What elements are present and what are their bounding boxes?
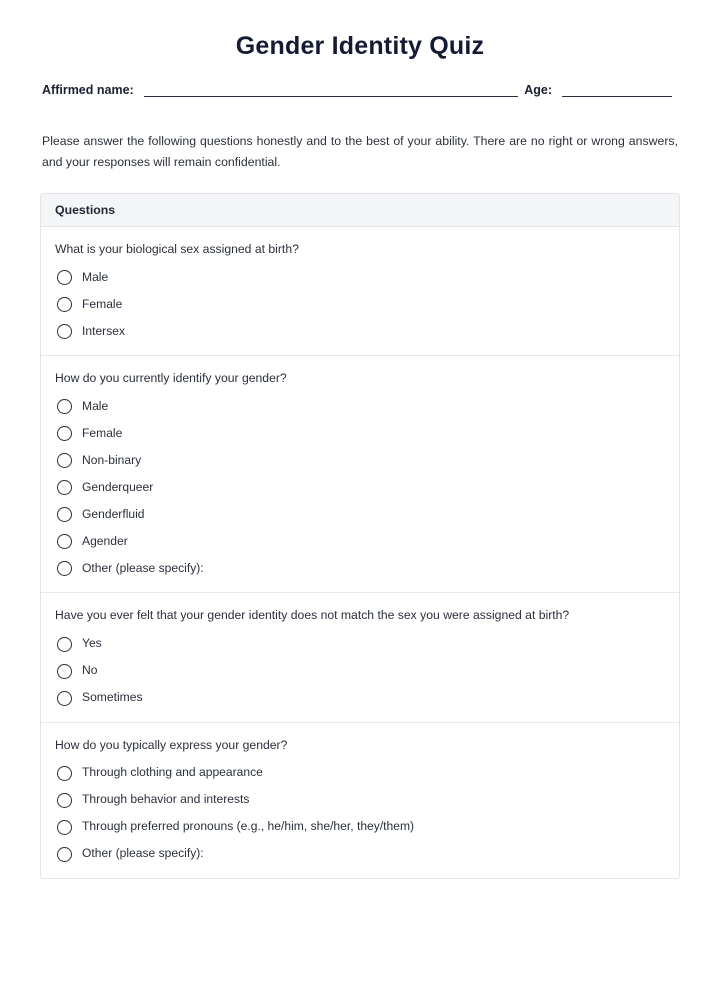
list-item[interactable] <box>57 478 665 497</box>
option-label: Male <box>82 270 109 284</box>
affirmed-name-input[interactable] <box>144 84 519 97</box>
questions-panel <box>40 193 680 878</box>
questions-section-header: Questions <box>41 194 679 227</box>
list-item[interactable] <box>57 322 665 341</box>
age-input[interactable] <box>562 84 672 97</box>
option-label: Agender <box>82 534 128 549</box>
list-item[interactable] <box>57 845 665 864</box>
list-item[interactable] <box>57 505 665 524</box>
option-label: Sometimes <box>82 690 143 705</box>
radio-icon[interactable] <box>57 453 72 468</box>
radio-icon[interactable] <box>57 766 72 781</box>
option-label: Yes <box>82 636 102 651</box>
list-item[interactable] <box>57 635 665 654</box>
option-label: Other (please specify): <box>82 846 204 861</box>
list-item[interactable] <box>57 268 665 287</box>
option-label: Through preferred pronouns (e.g., he/him, she/her, they/them) <box>82 819 415 834</box>
list-item[interactable] <box>57 424 665 443</box>
radio-icon[interactable] <box>57 297 72 312</box>
radio-icon[interactable] <box>57 664 72 679</box>
list-item[interactable] <box>57 689 665 708</box>
option-label: Female <box>82 426 123 441</box>
question-text: How do you currently identify your gender? <box>55 371 287 386</box>
radio-icon[interactable] <box>57 534 72 549</box>
age-label: Age: <box>524 83 552 97</box>
radio-icon[interactable] <box>57 561 72 576</box>
list-item[interactable] <box>57 397 665 416</box>
radio-icon[interactable] <box>57 324 72 339</box>
question-text: How do you typically express your gender? <box>55 737 288 752</box>
radio-icon[interactable] <box>57 847 72 862</box>
question-block <box>41 723 679 878</box>
option-label: Other (please specify): <box>82 561 204 576</box>
question-block <box>41 356 679 593</box>
question-block <box>41 593 679 722</box>
radio-icon[interactable] <box>57 820 72 835</box>
radio-icon[interactable] <box>57 691 72 706</box>
affirmed-name-label: Affirmed name: <box>42 83 134 97</box>
list-item[interactable] <box>57 764 665 783</box>
question-text: What is your biological sex assigned at birth? <box>55 242 299 257</box>
radio-icon[interactable] <box>57 426 72 441</box>
radio-icon[interactable] <box>57 507 72 522</box>
option-label: Female <box>82 297 123 311</box>
radio-icon[interactable] <box>57 399 72 414</box>
list-item[interactable] <box>57 559 665 578</box>
option-label: Non-binary <box>82 453 142 468</box>
instructions-paragraph: Please answer the following questions honestly and to the best of your ability. There are no right or wrong answers, and your responses will remain confidential. <box>42 134 678 170</box>
question-text: Have you ever felt that your gender identity does not match the sex you were assigned at birth? <box>55 608 570 623</box>
radio-icon[interactable] <box>57 637 72 652</box>
question-block <box>41 227 679 356</box>
radio-icon[interactable] <box>57 793 72 808</box>
list-item[interactable] <box>57 791 665 810</box>
list-item[interactable] <box>57 532 665 551</box>
identity-fields-row <box>40 83 680 97</box>
list-item[interactable] <box>57 818 665 837</box>
option-label: Genderqueer <box>82 480 154 495</box>
option-label: Genderfluid <box>82 507 145 522</box>
radio-icon[interactable] <box>57 480 72 495</box>
option-label: Male <box>82 399 109 414</box>
radio-icon[interactable] <box>57 270 72 285</box>
option-label: Through clothing and appearance <box>82 765 263 780</box>
list-item[interactable] <box>57 662 665 681</box>
list-item[interactable] <box>57 451 665 470</box>
page-title: Gender Identity Quiz <box>235 32 485 60</box>
option-label: Through behavior and interests <box>82 792 250 807</box>
list-item[interactable] <box>57 295 665 314</box>
option-label: No <box>82 663 98 678</box>
option-label: Intersex <box>82 324 126 338</box>
